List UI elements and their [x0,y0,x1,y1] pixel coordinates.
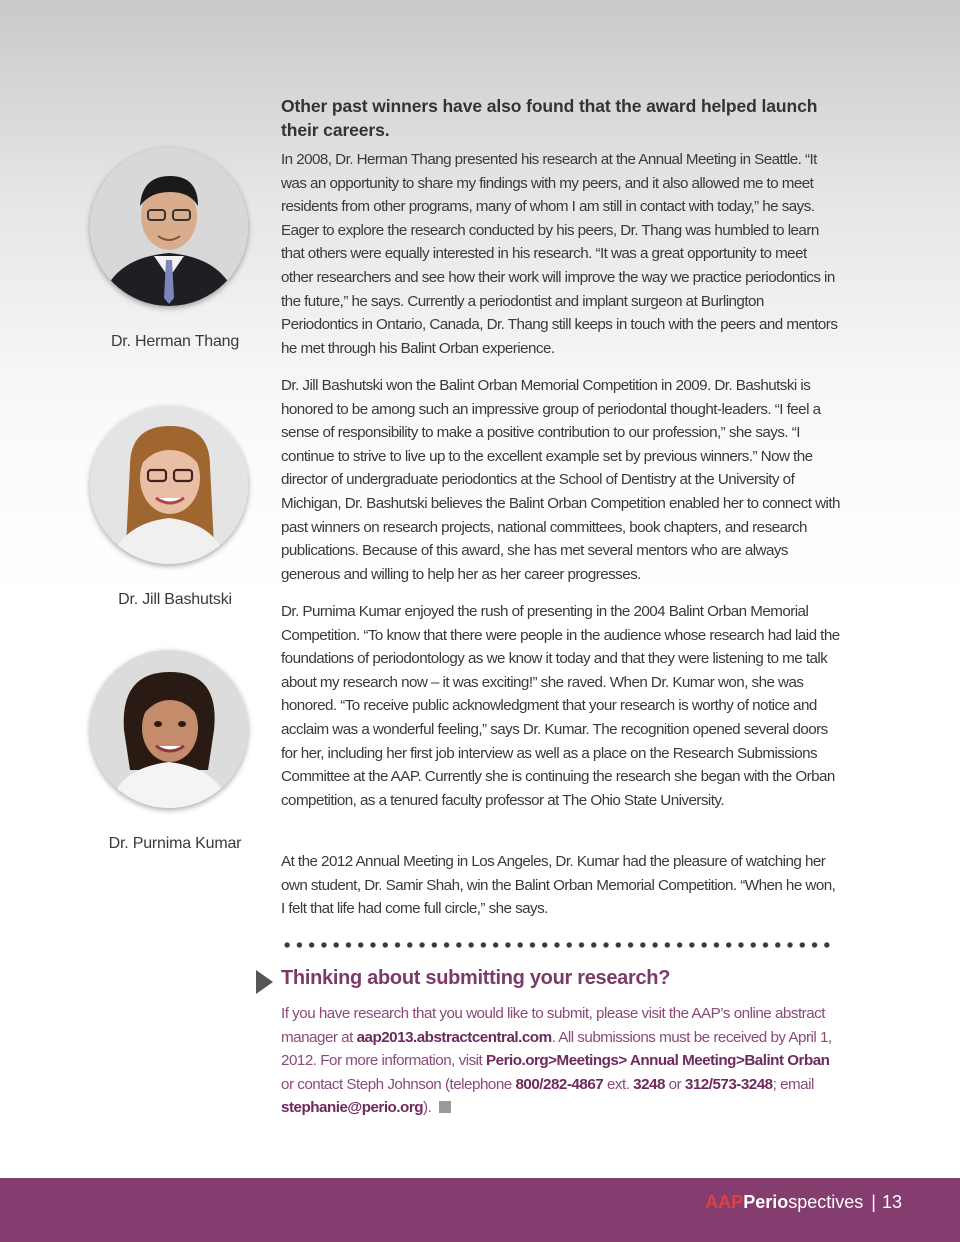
end-mark-icon [439,1101,451,1113]
portrait-jill-bashutski [90,406,248,564]
lead-heading: Other past winners have also found that the award helped launch their careers. [281,96,818,140]
callout-text-part: or contact Steph Johnson (telephone [281,1075,516,1093]
brand-perio: Perio [743,1192,789,1212]
caption-herman-thang: Dr. Herman Thang [110,333,240,350]
page-number: 13 [881,1192,902,1212]
triangle-arrow-icon [256,970,273,994]
callout-text-part: . All submissions must be received by April 1, 2012. For more information, visit [281,1028,832,1070]
portrait-photo-icon [90,650,248,808]
portrait-photo-icon [90,148,248,306]
phone-number-2: 312/573-3248 [684,1075,773,1093]
callout-text-part: or [664,1075,685,1093]
email-link[interactable]: stephanie@perio.org [281,1099,424,1117]
paragraph-jill-bashutski: Dr. Jill Bashutski won the Balint Orban Memorial Competition in 2009. Dr. Bashutski is honored to be among such an impressive group of periodontal thought-leaders. “I feel a sense of responsibility to make a positive contribution to our profession,” she says. “I continue to strive to live up to the excellent example set by previous winners.” Now the director of undergraduate periodontics at the School of Dentistry at the University of Michigan, Dr. Bashutski believes the Balint Orban Competition enabled her to connect with past winners on research projects, national committees, book chapters, and research publications. Because of this award, she has met several mentors who are always generous and willing to help her as her career progresses. [281,377,840,583]
paragraph-2012-meeting: At the 2012 Annual Meeting in Los Angeles, Dr. Kumar had the pleasure of watching her own student, Dr. Samir Shah, win the Balint Orban Memorial Competition. “When he won, I felt that life had come full circle,” she says. [281,853,836,918]
paragraph-herman-thang: In 2008, Dr. Herman Thang presented his research at the Annual Meeting in Seattle. “It was an opportunity to share my findings with my peers, and it also allowed me to meet residents from other programs, many of whom I am still in contact with today,” he says. Eager to explore the research conducted by his peers, Dr. Thang was humbled to learn that others were equally interested in his research. “It was a great opportunity to meet other researchers and see how their work will improve the way we practice periodontics in the future,” he says. Currently a periodontist and implant surgeon at Burlington Periodontics in Ontario, Canada, Dr. Thang still keeps in touch with the peers and mentors he met through his Balint Orban experience. [281,151,838,357]
phone-extension: 3248 [633,1075,665,1093]
caption-jill-bashutski: Dr. Jill Bashutski [118,591,232,608]
phone-number-1: 800/282-4867 [515,1075,604,1093]
callout-text-part: If you have research that you would like to submit, please visit the AAP’s online abstract manager at [281,1005,825,1046]
brand-aap: AAP [705,1192,744,1212]
callout-title: Thinking about submitting your research? [281,967,671,989]
brand-spectives: spectives [788,1192,864,1212]
dotted-divider [281,939,833,951]
footer-separator: | [871,1192,876,1212]
callout-text-part: ; email [772,1075,814,1093]
balint-orban-path-link[interactable]: Perio.org>Meetings> Annual Meeting>Balint Orban [486,1052,830,1070]
caption-purnima-kumar: Dr. Purnima Kumar [108,835,242,852]
footer-branding [705,1192,902,1213]
callout-text-part: ). [423,1099,432,1117]
paragraph-purnima-kumar: Dr. Purnima Kumar enjoyed the rush of presenting in the 2004 Balint Orban Memorial Competition. “To know that there were people in the audience whose research had laid the foundations of periodontology as we know it today and that they were listening to me talk about my research now – it was exciting!” she raved. When Dr. Kumar won, she was honored. “To receive public acknowledgment that your research is worthy of notice and acclaim was a wonderful feeling,” says Dr. Kumar. The recognition opened several doors for her, including her first job interview as well as a place on the Research Submissions Committee at the AAP. Currently she is continuing the research she began with the Orban competition, as a tenured faculty professor at The Ohio State University. [281,603,840,809]
portrait-purnima-kumar [90,650,248,808]
callout-text-part: ext. [603,1075,634,1093]
callout-text [281,1002,841,1120]
portrait-herman-thang [90,148,248,306]
portrait-photo-icon [90,406,248,564]
abstract-manager-link[interactable]: aap2013.abstractcentral.com [356,1028,552,1046]
